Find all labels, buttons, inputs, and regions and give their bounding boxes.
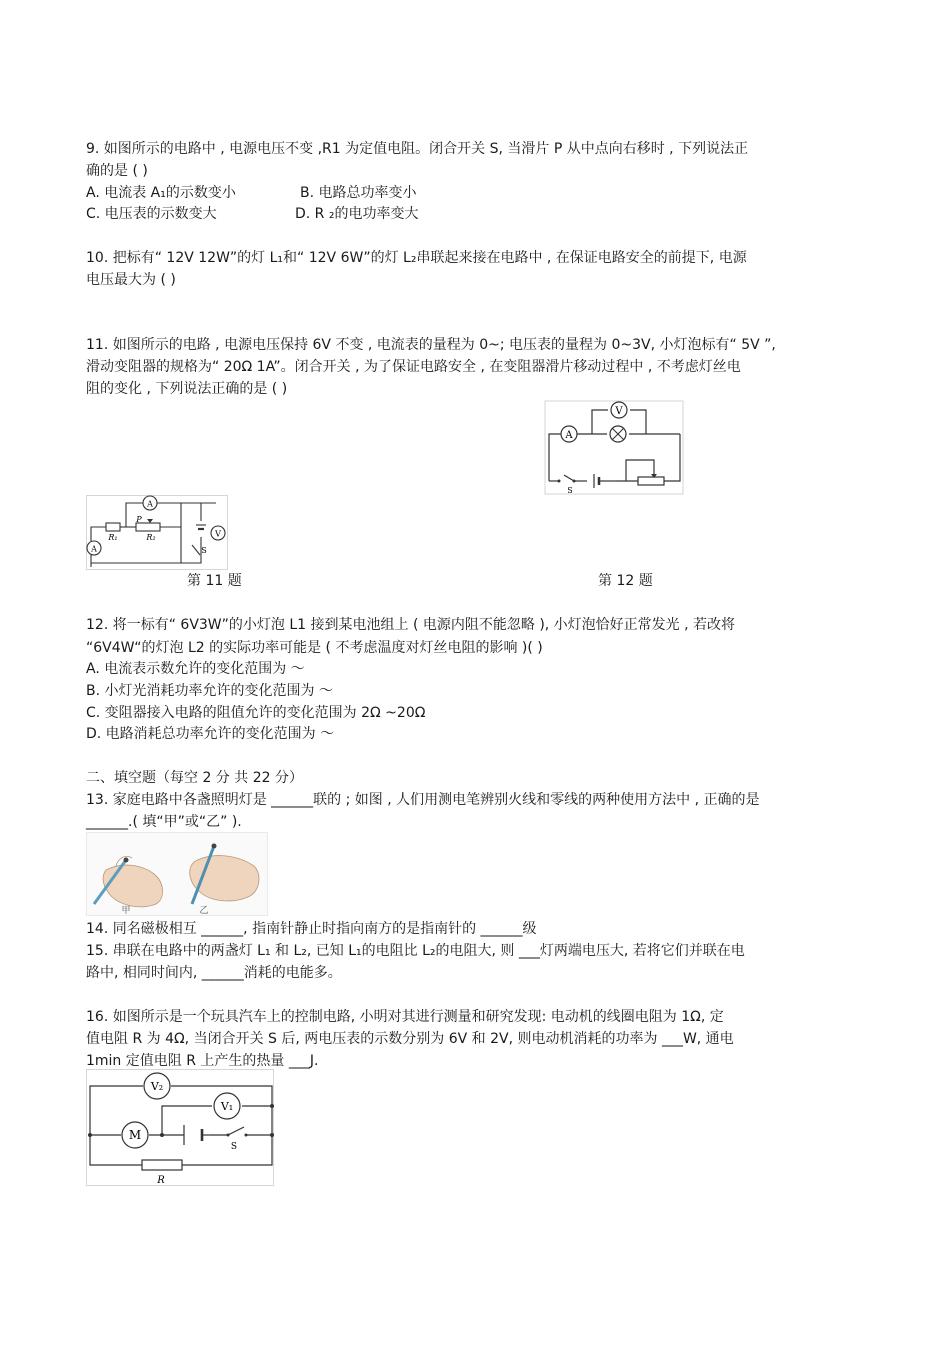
q11-stem-line3: 阻的变化 , 下列说法正确的是 ( ) (86, 381, 288, 397)
q13-test-pen-photo (86, 832, 268, 922)
q12-stem-line1: 12. 将一标有“ 6V3W”的小灯泡 L1 接到某电池组上 ( 电源内阻不能忽略 ), 小灯泡恰好正常发光 , 若改将 (86, 617, 736, 633)
q12-option-d: D. 电路消耗总功率允许的变化范围为 ～ (86, 726, 335, 742)
q16-stem-line1: 16. 如图所示是一个玩具汽车上的控制电路, 小明对其进行测量和研究发现: 电动机的线圈电阻为 1Ω, 定 (86, 1009, 724, 1025)
q9-option-d: D. R ₂的电功率变大 (295, 206, 419, 222)
q9-stem-line1: 9. 如图所示的电路中 , 电源电压不变 ,R1 为定值电阻。闭合开关 S, 当滑片 P 从中点向右移时 , 下列说法正 (86, 141, 749, 157)
q11-r1-label: R₁ (108, 533, 118, 542)
q12-rheostat (638, 477, 664, 485)
q12-option-c: C. 变阻器接入电路的阻值允许的变化范围为 2Ω ~20Ω (86, 705, 426, 721)
q16-circuit-figure (86, 1069, 274, 1193)
q11-stem-line1: 11. 如图所示的电路 , 电源电压保持 6V 不变 , 电流表的量程为 0~; 电压表的量程为 0~3V, 小灯泡标有“ 5V ”, (86, 337, 776, 353)
q15-stem-line1: 15. 串联在电路中的两盏灯 L₁ 和 L₂, 已知 L₁的电阻比 L₂的电阻大, 则 ___灯两端电压大, 若将它们并联在电 (86, 943, 745, 959)
q11-r2-label: R₂ (146, 533, 156, 542)
q11-circuit-figure (86, 495, 228, 576)
section-fill-in-title: 二、填空题（每空 2 分 共 22 分） (86, 770, 303, 786)
q11-rheostat-r2 (136, 523, 160, 531)
q9-option-b: B. 电路总功率变小 (300, 185, 417, 201)
q11-voltmeter-label: V (215, 529, 221, 539)
q12-switch-label: S (567, 486, 573, 495)
q16-stem-line2: 值电阻 R 为 4Ω, 当闭合开关 S 后, 两电压表的示数分别为 6V 和 2V, 则电动机消耗的功率为 ___W, 通电 (86, 1031, 734, 1047)
q12-stem-line2: “6V4W“的灯泡 L2 的实际功率可能是 ( 不考虑温度对灯丝电阻的影响 )( ) (86, 640, 543, 656)
q13-stem-line2: ______.( 填“甲”或“乙” ). (86, 814, 242, 830)
q11-resistor-r1 (106, 523, 120, 531)
q11-stem-line2: 滑动变阻器的规格为“ 20Ω 1A”。闭合开关 , 为了保证电路安全 , 在变阻器滑片移动过程中 , 不考虑灯丝电 (86, 359, 741, 375)
q13-label-yi: 乙 (199, 906, 209, 916)
q12-option-a: A. 电流表示数允许的变化范围为 ～ (86, 661, 305, 677)
q11-switch-blade (192, 545, 200, 555)
q12-figure-caption: 第 12 题 (598, 573, 653, 589)
q9-option-a: A. 电流表 A₁的示数变小 (86, 185, 236, 201)
q11-switch-label: S (201, 546, 207, 555)
q12-circuit-figure (544, 400, 684, 501)
q11-slider-label: P (136, 515, 142, 524)
q10-stem-line2: 电压最大为 ( ) (86, 272, 176, 288)
q14-stem: 14. 同名磁极相互 ______, 指南针静止时指向南方的是指南针的 ______级 (86, 921, 537, 937)
q16-resistor-r (142, 1160, 182, 1170)
q15-stem-line2: 路中, 相同时间内, ______消耗的电能多。 (86, 965, 342, 981)
q12-option-b: B. 小灯光消耗功率允许的变化范围为 ～ (86, 683, 333, 699)
q11-figure-caption: 第 11 题 (187, 573, 242, 589)
q11-ammeter-a1-label: A (91, 544, 97, 554)
q11-ammeter-a2-label: A (147, 499, 153, 509)
q16-v1-label: V₁ (220, 1100, 234, 1113)
q9-option-c: C. 电压表的示数变大 (86, 206, 217, 222)
q16-switch-blade (228, 1127, 244, 1135)
q16-motor-label: M (128, 1128, 142, 1142)
q12-ammeter-label: A (565, 430, 573, 441)
q13-label-jia: 甲 (121, 906, 131, 916)
q12-voltmeter-label: V (615, 406, 623, 417)
q10-stem-line1: 10. 把标有“ 12V 12W”的灯 L₁和“ 12V 6W”的灯 L₂串联起来接在电路中 , 在保证电路安全的前提下, 电源 (86, 250, 747, 266)
q9-stem-line2: 确的是 ( ) (86, 163, 148, 179)
q16-v2-label: V₂ (150, 1080, 164, 1093)
q13-stem-line1: 13. 家庭电路中各盏照明灯是 ______联的 ; 如图 , 人们用测电笔辨别火线和零线的两种使用方法中 , 正确的是 (86, 792, 760, 808)
q16-switch-label: S (230, 1142, 238, 1152)
q16-resistor-label: R (157, 1175, 165, 1186)
q16-stem-line3: 1min 定值电阻 R 上产生的热量 ___J. (86, 1053, 319, 1069)
